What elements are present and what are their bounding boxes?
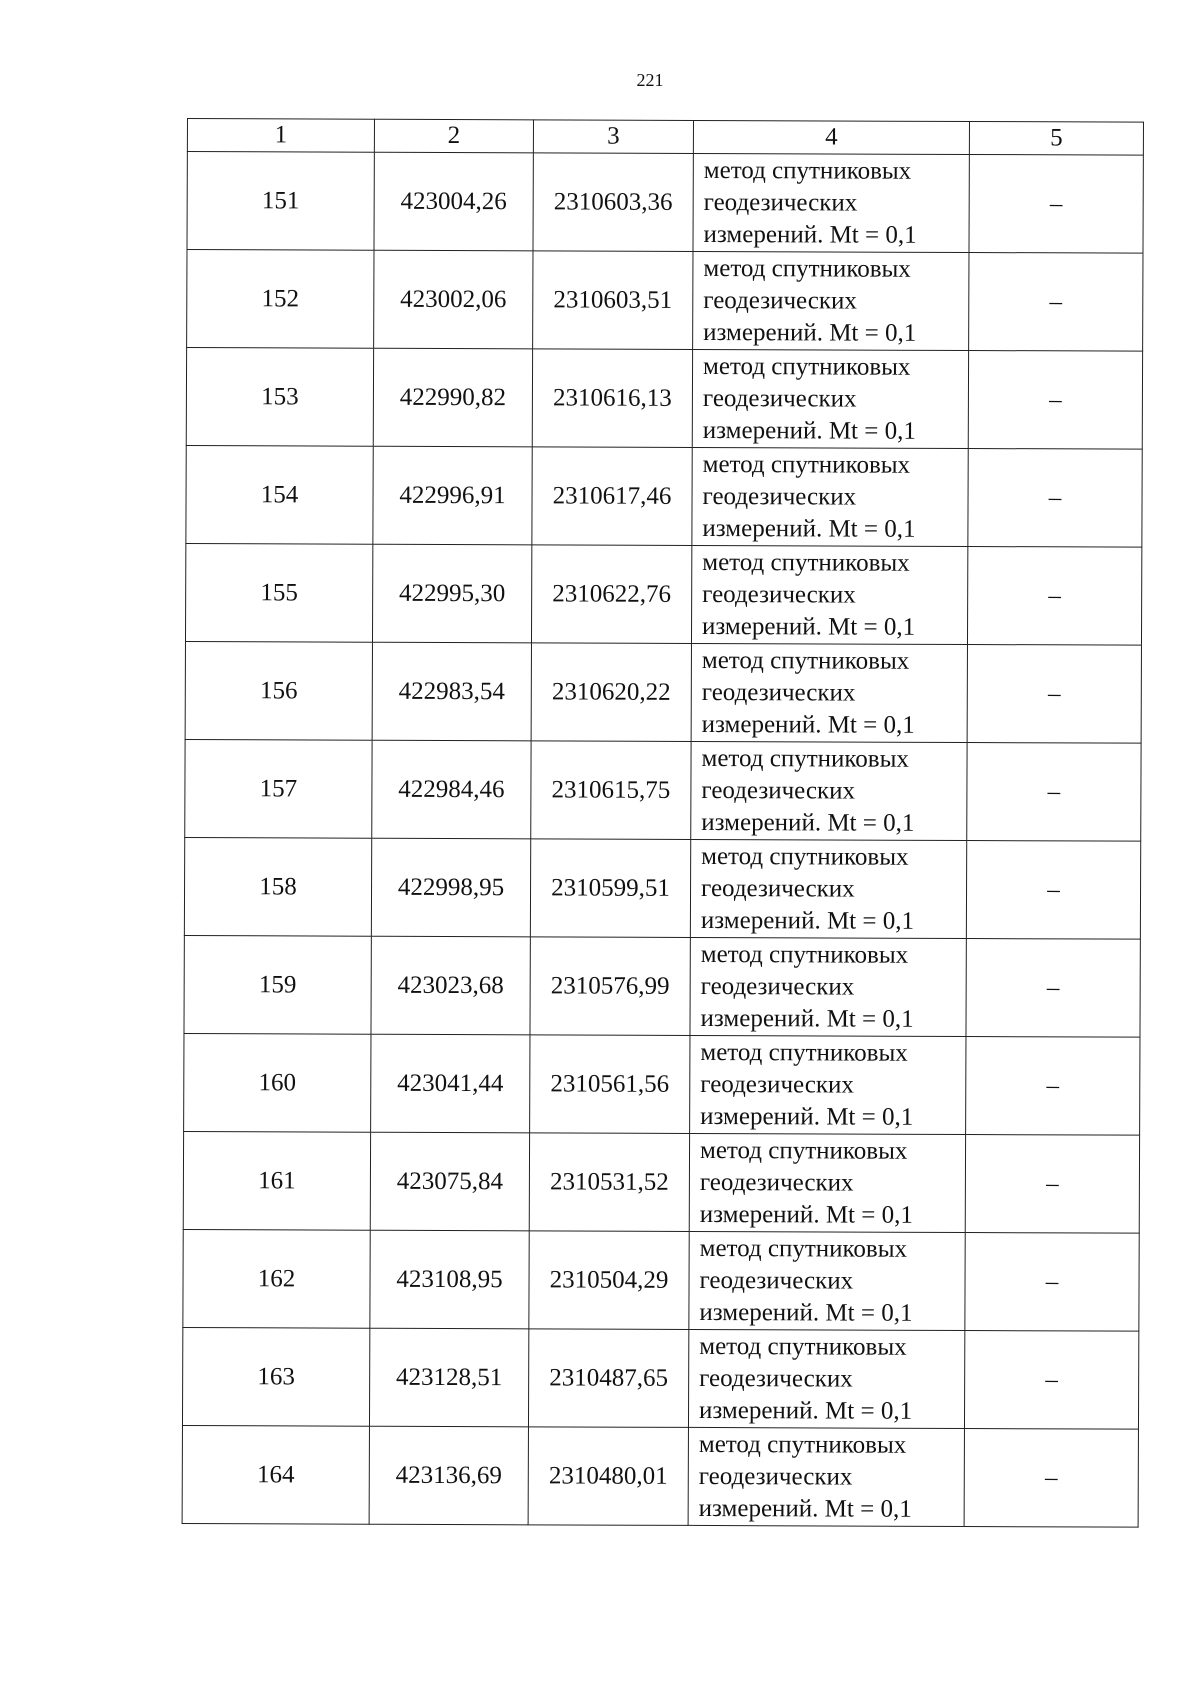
table-row	[187, 250, 1143, 352]
point-number-cell: 159	[184, 935, 371, 1034]
method-line: измерений. Mt = 0,1	[703, 220, 917, 249]
table-row	[182, 1425, 1138, 1527]
method-line: измерений. Mt = 0,1	[702, 416, 916, 445]
method-line: метод спутниковых	[703, 156, 912, 185]
x-coordinate-cell: 423128,51	[369, 1328, 528, 1427]
point-number-cell: 152	[187, 250, 374, 349]
method-cell	[689, 1231, 965, 1330]
note-cell: –	[965, 1134, 1139, 1233]
header-cell: 3	[533, 120, 693, 154]
method-cell	[689, 1133, 965, 1232]
table-row	[187, 152, 1143, 254]
method-cell	[688, 1329, 964, 1428]
method-line: метод спутниковых	[702, 450, 911, 479]
method-line: геодезических	[701, 678, 856, 707]
method-line: метод спутниковых	[699, 1332, 907, 1361]
method-line: измерений. Mt = 0,1	[699, 1200, 913, 1229]
method-line: метод спутниковых	[699, 1234, 908, 1263]
method-cell	[692, 349, 968, 448]
y-coordinate-cell: 2310487,65	[528, 1329, 688, 1428]
method-line: геодезических	[703, 188, 858, 217]
point-number-cell: 157	[185, 739, 372, 838]
point-number-cell: 151	[187, 152, 374, 251]
note-cell: –	[966, 840, 1140, 939]
method-cell	[692, 447, 968, 546]
table-row	[186, 348, 1142, 450]
note-cell: –	[967, 645, 1141, 744]
x-coordinate-cell: 422998,95	[371, 838, 530, 937]
method-line: измерений. Mt = 0,1	[700, 906, 915, 935]
method-line: метод спутниковых	[698, 1430, 907, 1459]
method-cell	[690, 839, 966, 938]
method-line: измерений. Mt = 0,1	[702, 612, 916, 641]
point-number-cell: 158	[184, 837, 371, 936]
point-number-cell: 162	[183, 1229, 370, 1328]
note-cell: –	[966, 1036, 1140, 1135]
y-coordinate-cell: 2310617,46	[532, 447, 692, 546]
method-line: измерений. Mt = 0,1	[700, 1102, 914, 1131]
header-cell: 1	[187, 119, 374, 153]
method-cell	[690, 1035, 966, 1134]
table-row	[184, 1033, 1140, 1135]
header-cell: 2	[374, 119, 533, 153]
method-line: метод спутниковых	[703, 254, 911, 283]
table-row	[184, 837, 1140, 939]
note-cell: –	[968, 351, 1142, 450]
y-coordinate-cell: 2310615,75	[531, 741, 691, 840]
y-coordinate-cell: 2310504,29	[529, 1231, 689, 1330]
method-line: измерений. Mt = 0,1	[698, 1494, 912, 1523]
x-coordinate-cell: 422995,30	[372, 544, 531, 643]
method-line: геодезических	[702, 580, 856, 609]
y-coordinate-cell: 2310599,51	[530, 839, 690, 938]
x-coordinate-cell: 423136,69	[369, 1426, 528, 1525]
point-number-cell: 164	[182, 1425, 369, 1524]
note-cell: –	[964, 1428, 1138, 1527]
method-line: метод спутниковых	[700, 940, 909, 969]
x-coordinate-cell: 423004,26	[374, 152, 533, 251]
method-line: измерений. Mt = 0,1	[699, 1298, 913, 1327]
method-line: геодезических	[699, 1266, 854, 1295]
method-line: метод спутниковых	[702, 548, 910, 577]
method-line: геодезических	[701, 776, 856, 805]
x-coordinate-cell: 423108,95	[370, 1230, 529, 1329]
note-cell: –	[964, 1330, 1138, 1429]
y-coordinate-cell: 2310561,56	[530, 1035, 690, 1134]
method-line: геодезических	[702, 384, 857, 413]
method-line: метод спутниковых	[699, 1136, 908, 1165]
method-line: метод спутниковых	[700, 1038, 908, 1067]
method-line: геодезических	[700, 1070, 854, 1099]
note-cell: –	[968, 449, 1142, 548]
x-coordinate-cell: 423075,84	[370, 1132, 529, 1231]
method-cell	[691, 643, 967, 742]
page-number: 221	[636, 70, 664, 90]
method-cell	[691, 545, 967, 644]
method-line: измерений. Mt = 0,1	[701, 808, 915, 837]
method-line: метод спутниковых	[702, 352, 911, 381]
y-coordinate-cell: 2310603,51	[533, 251, 693, 350]
method-line: геодезических	[703, 286, 857, 315]
method-line: метод спутниковых	[701, 842, 909, 871]
header-cell: 5	[969, 122, 1143, 156]
method-line: измерений. Mt = 0,1	[701, 710, 915, 739]
note-cell: –	[969, 253, 1143, 352]
method-cell	[688, 1427, 964, 1526]
method-cell	[693, 251, 969, 350]
x-coordinate-cell: 422983,54	[372, 642, 531, 741]
y-coordinate-cell: 2310531,52	[529, 1133, 689, 1232]
y-coordinate-cell: 2310603,36	[533, 153, 693, 252]
y-coordinate-cell: 2310480,01	[528, 1427, 688, 1526]
y-coordinate-cell: 2310616,13	[532, 349, 692, 448]
method-cell	[690, 937, 966, 1036]
table-row	[183, 1131, 1139, 1233]
point-number-cell: 161	[183, 1131, 370, 1230]
note-cell: –	[967, 547, 1141, 646]
table-row	[185, 739, 1141, 841]
note-cell: –	[965, 1232, 1139, 1331]
header-cell: 4	[693, 120, 969, 154]
table-row	[184, 935, 1140, 1037]
point-number-cell: 156	[185, 641, 372, 740]
table-row	[185, 543, 1141, 645]
x-coordinate-cell: 423023,68	[371, 936, 530, 1035]
y-coordinate-cell: 2310620,22	[531, 643, 691, 742]
y-coordinate-cell: 2310622,76	[531, 545, 691, 644]
method-line: измерений. Mt = 0,1	[698, 1396, 913, 1425]
method-line: геодезических	[698, 1462, 853, 1491]
method-line: геодезических	[699, 1168, 854, 1197]
method-line: измерений. Mt = 0,1	[702, 514, 916, 543]
note-cell: –	[967, 743, 1141, 842]
method-line: геодезических	[700, 972, 855, 1001]
y-coordinate-cell: 2310576,99	[530, 937, 690, 1036]
point-number-cell: 153	[186, 348, 373, 447]
note-cell: –	[969, 155, 1143, 254]
method-line: измерений. Mt = 0,1	[703, 318, 917, 347]
table-row	[182, 1327, 1138, 1429]
method-cell	[691, 741, 967, 840]
point-number-cell: 154	[186, 445, 373, 544]
table-body	[182, 119, 1143, 1528]
method-cell	[693, 153, 969, 252]
note-cell: –	[966, 938, 1140, 1037]
method-line: геодезических	[700, 874, 855, 903]
method-line: геодезических	[702, 482, 857, 511]
method-line: метод спутниковых	[701, 646, 910, 675]
point-number-cell: 155	[185, 543, 372, 642]
table-row	[185, 641, 1141, 743]
coordinates-table	[182, 118, 1144, 1528]
method-line: метод спутниковых	[701, 744, 910, 773]
x-coordinate-cell: 422984,46	[372, 740, 531, 839]
method-line: измерений. Mt = 0,1	[700, 1004, 914, 1033]
method-line: геодезических	[699, 1364, 853, 1393]
x-coordinate-cell: 422996,91	[373, 446, 532, 545]
header-row	[187, 119, 1143, 156]
x-coordinate-cell: 422990,82	[373, 348, 532, 447]
point-number-cell: 163	[182, 1327, 369, 1426]
x-coordinate-cell: 423002,06	[374, 250, 533, 349]
table-row	[183, 1229, 1139, 1331]
x-coordinate-cell: 423041,44	[371, 1034, 530, 1133]
table-row	[186, 445, 1142, 547]
point-number-cell: 160	[184, 1033, 371, 1132]
